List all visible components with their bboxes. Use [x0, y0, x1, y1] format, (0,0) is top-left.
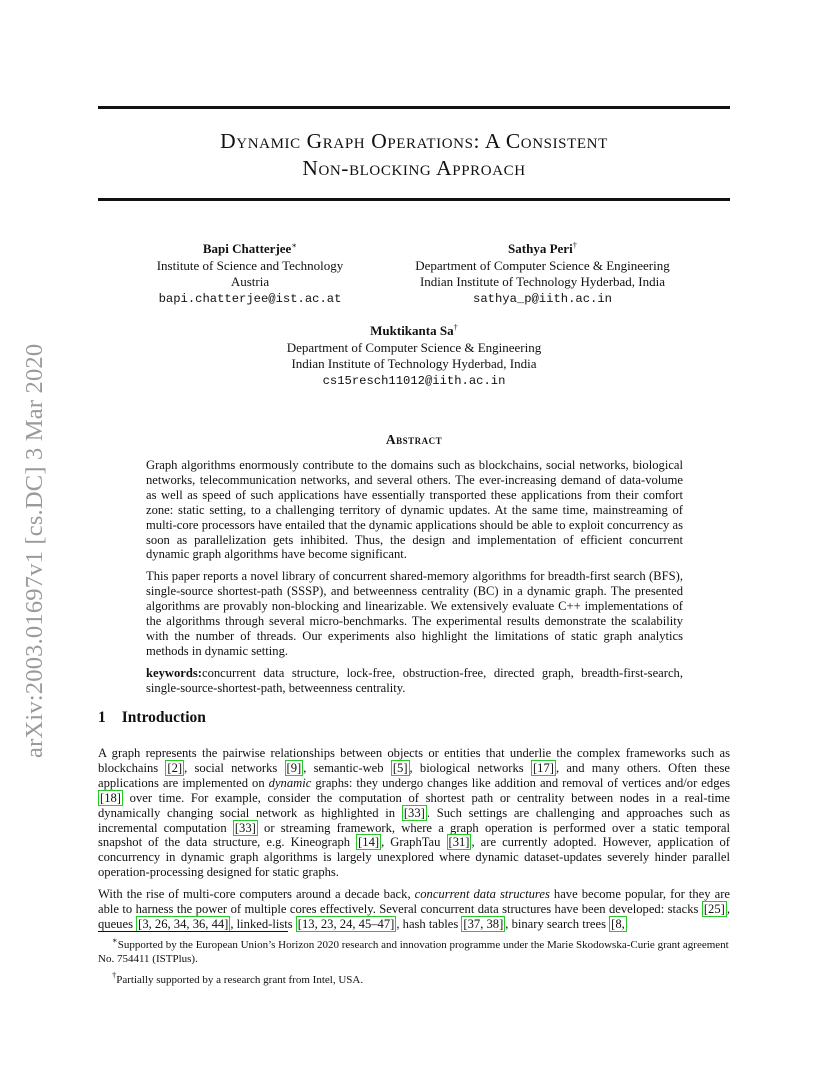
footnote-mark: † [453, 322, 458, 332]
footnote-text: Partially supported by a research grant from Intel, USA. [116, 974, 364, 986]
citation-link[interactable]: [37, 38] [463, 916, 504, 931]
footnote-mark: ∗ [112, 935, 118, 945]
citation-link[interactable]: [33] [403, 805, 425, 820]
title-bottom-rule [98, 198, 730, 201]
author-block [264, 319, 564, 389]
section-heading [98, 709, 206, 727]
author-block [400, 237, 685, 307]
abstract-paragraph: This paper reports a novel library of concurrent shared-memory algorithms for breadth-first search (BFS), single-source shortest-path (SSSP), and betweenness centrality (BC) in a dynamic graph. The presented algorithms are provably non-blocking and linearizable. We extensively evaluate C++ implementations of the algorithms through several micro-benchmarks. The experimental results demonstrate the scalability with the number of threads. Our experiments also highlight the limitations of static graph analytics methods in dynamic setting. [146, 569, 683, 658]
body-text [98, 746, 730, 939]
citation-link[interactable]: [31] [448, 835, 470, 850]
author-affiliation: Department of Computer Science & Engineering [415, 257, 670, 273]
footnote-text: Supported by the European Union’s Horizon 2020 research and innovation programme under the Marie Skodowska-Curie grant agreement No. 754411 (ISTPlus). [98, 939, 729, 965]
keywords [146, 666, 683, 696]
author-affiliation: Indian Institute of Technology Hyderbad, India [291, 356, 537, 371]
author-name: Bapi Chatterjee∗ [202, 240, 298, 256]
section-number: 1 [98, 709, 106, 726]
citation-link[interactable]: [2] [167, 760, 183, 775]
keywords-label: keywords: [146, 665, 202, 680]
arxiv-identifier: arXiv:2003.01697v1 [cs.DC] 3 Mar 2020 [21, 343, 48, 758]
paper-title [98, 128, 730, 182]
author-affiliation: Austria [230, 274, 270, 289]
body-paragraph: A graph represents the pairwise relationships between objects or entities that underlie the complex frameworks such as blockchains [2] , social networks [9] , semantic-web [5] , biological networks [17] , and many others. Often these applications are implemented on dynamic graphs: they undergo changes like addition and removal of vertices and/or edges [18] over time. For example, consider the computation of shortest path or centrality between nodes in a real-time dynamically changing social network as highlighted in [33] . Such settings are challenging and approaches such as incremental computation [33] or streaming framework, where a graph operation is performed over a static temporal snapshot of the data structure, e.g. Kineograph [14] , GraphTau [31] , are currently adopted. However, application of concurrency in dynamic graph algorithms is largely unexplored where dynamic dataset-updates severely hinder parallel operation-processing designed for static graphs. [98, 746, 730, 880]
citation-link[interactable]: [25] [703, 902, 725, 917]
author-affiliation: Department of Computer Science & Engineering [286, 339, 542, 355]
footnote [98, 969, 730, 988]
body-paragraph: With the rise of multi-core computers around a decade back, concurrent data structures have become popular, for they are able to harness the power of multiple cores effectively. Several concurrent data structures have been developed: stacks [25] , queues [3, 26, 34, 36, 44] , linked-lists [13, 23, 24, 45–47] , hash tables [37, 38] , binary search trees [8, [98, 887, 730, 931]
abstract-paragraph: Graph algorithms enormously contribute to the domains such as blockchains, social networks, biological networks, telecommunication networks, and several others. The ever-increasing demand of data-volume as well as speed of such applications have essentially transported these applications from their comfort zone: static setting, to a challenging territory of dynamic updates. At the same time, mainstreaming of multi-core processors have entailed that the dynamic applications should be able to exploit concurrency as soon as parallelization gets inhibited. Thus, the design and implementation of efficient concurrent dynamic graph algorithms have become significant. [146, 458, 683, 562]
footnote-mark: † [112, 970, 117, 980]
footnote-rule [98, 931, 288, 932]
author-email: bapi.chatterjee@ist.ac.at [158, 291, 342, 306]
author-name: Sathya Peri† [508, 240, 577, 256]
citation-link[interactable]: [3, 26, 34, 36, 44] [138, 916, 229, 931]
title-line-1: Dynamic Graph Operations: A Consistent [220, 129, 608, 153]
citation-link[interactable]: [33] [234, 820, 256, 835]
keywords-list: concurrent data structure, lock-free, obstruction-free, directed graph, breadth-first-search, single-source-shortest-path, betweenness centrality. [146, 665, 683, 695]
author-block [140, 237, 360, 307]
abstract-body [146, 458, 683, 696]
footnote [98, 934, 730, 966]
citation-link[interactable]: [17] [532, 760, 554, 775]
citation-link[interactable]: [13, 23, 24, 45–47] [297, 916, 395, 931]
title-line-2: Non-blocking Approach [302, 156, 526, 180]
author-affiliation: Indian Institute of Technology Hyderbad, India [419, 274, 666, 289]
author-email: sathya_p@iith.ac.in [473, 291, 612, 306]
citation-link[interactable]: [18] [100, 790, 121, 805]
emphasis: dynamic [268, 775, 312, 790]
footnote-mark: † [572, 240, 577, 250]
author-name: Muktikanta Sa† [370, 322, 458, 338]
citation-link[interactable]: [14] [358, 835, 380, 850]
citation-link[interactable]: [5] [392, 760, 408, 775]
emphasis: concurrent data structures [414, 887, 550, 902]
citation-link[interactable]: [9] [286, 760, 302, 775]
author-affiliation: Institute of Science and Technology [156, 257, 344, 273]
title-top-rule [98, 106, 730, 109]
footnotes [98, 934, 730, 991]
citation-link[interactable]: [8, [611, 916, 625, 931]
abstract-heading: Abstract [385, 432, 443, 447]
footnote-mark: ∗ [291, 240, 298, 250]
author-email: cs15resch11012@iith.ac.in [322, 373, 506, 388]
section-title: Introduction [121, 709, 206, 726]
